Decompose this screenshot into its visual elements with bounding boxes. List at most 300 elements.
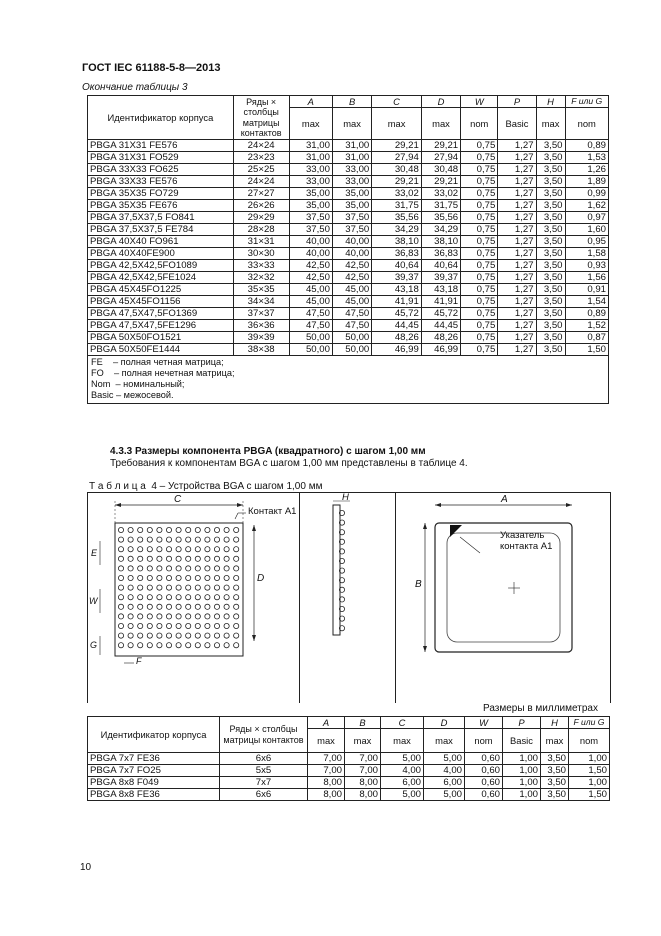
table-notes bbox=[88, 356, 609, 404]
table-row bbox=[88, 188, 609, 200]
solder-ball bbox=[205, 566, 210, 571]
solder-ball bbox=[128, 623, 133, 628]
cell-package-id: PBGA 8x8 FE36 bbox=[88, 789, 220, 801]
table-3-body bbox=[88, 140, 609, 356]
solder-ball bbox=[138, 585, 143, 590]
solder-ball bbox=[176, 633, 181, 638]
solder-ball bbox=[214, 527, 219, 532]
table-cell: 0,75 bbox=[461, 332, 498, 344]
table-cell: 37,50 bbox=[289, 224, 332, 236]
dim-label-e: E bbox=[91, 548, 98, 558]
sub-header: nom bbox=[565, 108, 608, 140]
solder-ball bbox=[234, 643, 239, 648]
table-cell: 0,60 bbox=[465, 753, 503, 765]
table-cell: 26×26 bbox=[233, 200, 289, 212]
table-cell: 1,26 bbox=[565, 164, 608, 176]
table-cell: 35,56 bbox=[421, 212, 460, 224]
table-cell: 7,00 bbox=[345, 753, 381, 765]
table-cell: 0,75 bbox=[461, 308, 498, 320]
solder-ball bbox=[224, 643, 229, 648]
table-cell: 35,00 bbox=[332, 200, 371, 212]
table-row bbox=[88, 176, 609, 188]
table-cell: 1,50 bbox=[565, 344, 608, 356]
table-cell: 31,00 bbox=[332, 152, 371, 164]
ball-grid bbox=[118, 527, 238, 647]
table-cell: 40,00 bbox=[332, 248, 371, 260]
table-row bbox=[88, 224, 609, 236]
table-cell: 8,00 bbox=[308, 789, 345, 801]
cell-package-id: PBGA 7x7 FO25 bbox=[88, 765, 220, 777]
table-cell: 1,27 bbox=[498, 236, 536, 248]
table-cell: 38,10 bbox=[421, 236, 460, 248]
sub-header: max bbox=[381, 729, 424, 753]
solder-ball bbox=[157, 595, 162, 600]
col-header-h: H bbox=[536, 96, 565, 108]
sub-header: max bbox=[372, 108, 422, 140]
section-heading: 4.3.3 Размеры компонента PBGA (квадратного) с шагом 1,00 мм bbox=[110, 446, 426, 457]
solder-ball bbox=[176, 643, 181, 648]
solder-ball bbox=[157, 547, 162, 552]
table-cell: 24×24 bbox=[233, 176, 289, 188]
cell-package-id: PBGA 42,5X42,5FE1024 bbox=[88, 272, 234, 284]
table-cell: 3,50 bbox=[536, 332, 565, 344]
table-cell: 3,50 bbox=[536, 284, 565, 296]
note-nom: Nom – номинальный; bbox=[91, 379, 185, 389]
table-cell: 50,00 bbox=[289, 332, 332, 344]
solder-ball bbox=[224, 566, 229, 571]
solder-ball bbox=[214, 566, 219, 571]
contact-a1-label: Контакт A1 bbox=[248, 506, 297, 517]
solder-ball bbox=[186, 623, 191, 628]
table-cell: 6x6 bbox=[220, 753, 308, 765]
solder-ball bbox=[128, 527, 133, 532]
col-header-p: P bbox=[498, 96, 536, 108]
solder-ball bbox=[224, 623, 229, 628]
table-cell: 45,72 bbox=[421, 308, 460, 320]
table-cell: 30,48 bbox=[421, 164, 460, 176]
dim-label-d: D bbox=[257, 573, 265, 584]
table-cell: 42,50 bbox=[332, 272, 371, 284]
solder-ball bbox=[157, 566, 162, 571]
table-cell: 1,27 bbox=[498, 320, 536, 332]
pointer-label-line2: контакта A1 bbox=[500, 541, 553, 552]
sub-header: max bbox=[332, 108, 371, 140]
solder-ball bbox=[166, 614, 171, 619]
solder-ball bbox=[224, 585, 229, 590]
solder-ball bbox=[205, 623, 210, 628]
table-cell: 1,00 bbox=[503, 789, 541, 801]
table-cell: 3,50 bbox=[536, 152, 565, 164]
table-row bbox=[88, 284, 609, 296]
solder-ball bbox=[205, 556, 210, 561]
table-cell: 37,50 bbox=[332, 224, 371, 236]
table-cell: 40,00 bbox=[289, 236, 332, 248]
table-cell: 3,50 bbox=[541, 789, 569, 801]
table-3 bbox=[87, 95, 609, 404]
solder-ball bbox=[224, 556, 229, 561]
solder-ball bbox=[138, 623, 143, 628]
cell-package-id: PBGA 50X50FE1444 bbox=[88, 344, 234, 356]
solder-ball bbox=[214, 633, 219, 638]
table-cell: 1,00 bbox=[569, 777, 610, 789]
solder-ball bbox=[186, 566, 191, 571]
table-cell: 1,50 bbox=[569, 789, 610, 801]
cell-package-id: PBGA 40X40 FO961 bbox=[88, 236, 234, 248]
page-number: 10 bbox=[80, 862, 92, 873]
table-cell: 47,50 bbox=[332, 320, 371, 332]
table-cell: 1,58 bbox=[565, 248, 608, 260]
solder-ball bbox=[224, 527, 229, 532]
solder-ball bbox=[157, 537, 162, 542]
table-cell: 0,75 bbox=[461, 212, 498, 224]
note-fe: FE – полная четная матрица; bbox=[91, 357, 224, 367]
solder-ball bbox=[186, 575, 191, 580]
col-header-a: A bbox=[308, 717, 345, 729]
table-cell: 0,89 bbox=[565, 140, 608, 152]
sub-header: max bbox=[289, 108, 332, 140]
table-cell: 46,99 bbox=[421, 344, 460, 356]
table-cell: 4,00 bbox=[381, 765, 424, 777]
table-cell: 0,75 bbox=[461, 296, 498, 308]
solder-ball bbox=[186, 556, 191, 561]
solder-ball bbox=[118, 595, 123, 600]
table-cell: 33,02 bbox=[421, 188, 460, 200]
table-cell: 29,21 bbox=[421, 176, 460, 188]
table-cell: 38,10 bbox=[372, 236, 422, 248]
table-cell: 37×37 bbox=[233, 308, 289, 320]
table-cell: 3,50 bbox=[536, 248, 565, 260]
table-cell: 1,27 bbox=[498, 188, 536, 200]
solder-ball bbox=[176, 623, 181, 628]
solder-ball bbox=[214, 604, 219, 609]
solder-ball bbox=[147, 575, 152, 580]
table-cell: 35,00 bbox=[332, 188, 371, 200]
table-cell: 24×24 bbox=[233, 140, 289, 152]
solder-ball bbox=[224, 575, 229, 580]
solder-ball bbox=[138, 556, 143, 561]
solder-ball bbox=[214, 556, 219, 561]
table-cell: 3,50 bbox=[536, 164, 565, 176]
table-cell: 3,50 bbox=[536, 236, 565, 248]
table-cell: 36,83 bbox=[372, 248, 422, 260]
table-cell: 33,00 bbox=[289, 176, 332, 188]
table-cell: 3,50 bbox=[536, 224, 565, 236]
table-cell: 1,00 bbox=[503, 753, 541, 765]
solder-ball bbox=[205, 585, 210, 590]
table-cell: 4,00 bbox=[424, 765, 465, 777]
solder-ball bbox=[186, 595, 191, 600]
table-cell: 3,50 bbox=[536, 188, 565, 200]
table-cell: 44,45 bbox=[421, 320, 460, 332]
table-cell: 0,99 bbox=[565, 188, 608, 200]
table-cell: 3,50 bbox=[536, 212, 565, 224]
table-continuation-caption: Окончание таблицы 3 bbox=[82, 82, 188, 93]
solder-ball bbox=[147, 643, 152, 648]
table-cell: 3,50 bbox=[536, 308, 565, 320]
table-cell: 1,56 bbox=[565, 272, 608, 284]
col-header-rows-cols: Ряды × столбцы матрицы контактов bbox=[220, 717, 308, 753]
solder-ball bbox=[186, 537, 191, 542]
solder-ball bbox=[166, 643, 171, 648]
cell-package-id: PBGA 37,5X37,5 FE784 bbox=[88, 224, 234, 236]
solder-ball bbox=[195, 604, 200, 609]
table-cell: 42,50 bbox=[289, 272, 332, 284]
solder-ball bbox=[234, 604, 239, 609]
solder-ball bbox=[147, 633, 152, 638]
table-cell: 45,00 bbox=[332, 296, 371, 308]
solder-ball bbox=[234, 623, 239, 628]
table-cell: 7x7 bbox=[220, 777, 308, 789]
table-cell: 1,27 bbox=[498, 176, 536, 188]
table-cell: 36,83 bbox=[421, 248, 460, 260]
units-note: Размеры в миллиметрах bbox=[483, 703, 598, 714]
solder-ball bbox=[234, 575, 239, 580]
table-cell: 0,75 bbox=[461, 344, 498, 356]
solder-ball bbox=[166, 585, 171, 590]
document-header: ГОСТ IEC 61188-5-8—2013 bbox=[82, 62, 221, 74]
col-header-f-g: F или G bbox=[569, 717, 610, 729]
table-cell: 0,75 bbox=[461, 176, 498, 188]
table-row bbox=[88, 332, 609, 344]
solder-ball bbox=[157, 623, 162, 628]
solder-ball bbox=[214, 585, 219, 590]
table-cell: 1,52 bbox=[565, 320, 608, 332]
table-row bbox=[88, 248, 609, 260]
solder-ball bbox=[224, 614, 229, 619]
table-cell: 0,75 bbox=[461, 152, 498, 164]
table-row bbox=[88, 789, 610, 801]
table-cell: 0,89 bbox=[565, 308, 608, 320]
solder-ball bbox=[118, 566, 123, 571]
solder-ball bbox=[186, 527, 191, 532]
pointer-label-line1: Указатель bbox=[500, 530, 545, 541]
table-cell: 39×39 bbox=[233, 332, 289, 344]
table-cell: 8,00 bbox=[345, 777, 381, 789]
dim-label-c: C bbox=[174, 494, 182, 505]
solder-ball bbox=[195, 595, 200, 600]
solder-ball bbox=[147, 566, 152, 571]
table-cell: 1,27 bbox=[498, 284, 536, 296]
table-cell: 39,37 bbox=[372, 272, 422, 284]
solder-ball bbox=[205, 633, 210, 638]
solder-ball bbox=[214, 614, 219, 619]
solder-ball bbox=[157, 575, 162, 580]
solder-ball bbox=[176, 575, 181, 580]
solder-ball bbox=[118, 575, 123, 580]
sub-header: max bbox=[308, 729, 345, 753]
solder-ball bbox=[118, 537, 123, 542]
table-cell: 40,64 bbox=[372, 260, 422, 272]
table-cell: 43,18 bbox=[421, 284, 460, 296]
col-header-h: H bbox=[541, 717, 569, 729]
table-cell: 31,75 bbox=[372, 200, 422, 212]
solder-ball bbox=[138, 643, 143, 648]
table-cell: 3,50 bbox=[536, 176, 565, 188]
table-cell: 45,00 bbox=[289, 284, 332, 296]
col-header-id: Идентификатор корпуса bbox=[88, 96, 234, 140]
table-cell: 1,27 bbox=[498, 140, 536, 152]
table-cell: 7,00 bbox=[345, 765, 381, 777]
table-cell: 6x6 bbox=[220, 789, 308, 801]
solder-ball bbox=[118, 623, 123, 628]
cell-package-id: PBGA 45X45FO1156 bbox=[88, 296, 234, 308]
solder-ball bbox=[224, 595, 229, 600]
table-cell: 8,00 bbox=[345, 789, 381, 801]
cell-package-id: PBGA 8x8 F049 bbox=[88, 777, 220, 789]
table-row bbox=[88, 212, 609, 224]
table-cell: 3,50 bbox=[536, 140, 565, 152]
table-cell: 30,48 bbox=[372, 164, 422, 176]
solder-ball bbox=[147, 527, 152, 532]
solder-ball bbox=[176, 537, 181, 542]
table-cell: 31,00 bbox=[289, 152, 332, 164]
dim-label-w: W bbox=[89, 596, 98, 606]
sub-header: nom bbox=[461, 108, 498, 140]
table-cell: 0,75 bbox=[461, 200, 498, 212]
solder-ball bbox=[214, 623, 219, 628]
pin-a1-marker bbox=[450, 525, 462, 537]
solder-ball bbox=[138, 547, 143, 552]
solder-ball bbox=[157, 643, 162, 648]
solder-ball bbox=[128, 566, 133, 571]
solder-ball bbox=[214, 547, 219, 552]
table-cell: 46,99 bbox=[372, 344, 422, 356]
sub-header: max bbox=[424, 729, 465, 753]
table-cell: 31×31 bbox=[233, 236, 289, 248]
table-cell: 41,91 bbox=[421, 296, 460, 308]
solder-ball bbox=[128, 537, 133, 542]
solder-ball bbox=[128, 643, 133, 648]
col-header-f-g: F или G bbox=[565, 96, 608, 108]
table-cell: 33×33 bbox=[233, 260, 289, 272]
col-header-p: P bbox=[503, 717, 541, 729]
table-cell: 3,50 bbox=[541, 765, 569, 777]
solder-ball bbox=[166, 623, 171, 628]
solder-ball bbox=[138, 537, 143, 542]
solder-ball bbox=[138, 614, 143, 619]
table-cell: 35,56 bbox=[372, 212, 422, 224]
table-cell: 1,89 bbox=[565, 176, 608, 188]
table-cell: 33,00 bbox=[332, 176, 371, 188]
dim-label-g: G bbox=[90, 640, 98, 650]
solder-ball bbox=[176, 556, 181, 561]
pointer-label bbox=[500, 530, 552, 552]
solder-ball bbox=[176, 585, 181, 590]
cell-package-id: PBGA 47,5X47,5FO1369 bbox=[88, 308, 234, 320]
solder-ball bbox=[234, 595, 239, 600]
sub-header: max bbox=[536, 108, 565, 140]
table-cell: 7,00 bbox=[308, 765, 345, 777]
table-cell: 27,94 bbox=[372, 152, 422, 164]
table-cell: 50,00 bbox=[289, 344, 332, 356]
table-cell: 0,75 bbox=[461, 248, 498, 260]
solder-ball bbox=[234, 547, 239, 552]
table-cell: 0,60 bbox=[465, 777, 503, 789]
table-cell: 43,18 bbox=[372, 284, 422, 296]
table-cell: 0,75 bbox=[461, 260, 498, 272]
col-header-id: Идентификатор корпуса bbox=[88, 717, 220, 753]
table-cell: 48,26 bbox=[421, 332, 460, 344]
table-cell: 1,27 bbox=[498, 344, 536, 356]
table-cell: 1,00 bbox=[569, 753, 610, 765]
solder-ball bbox=[224, 633, 229, 638]
table-row bbox=[88, 765, 610, 777]
solder-ball bbox=[128, 595, 133, 600]
table-cell: 34,29 bbox=[372, 224, 422, 236]
solder-ball bbox=[138, 527, 143, 532]
table-cell: 5,00 bbox=[381, 753, 424, 765]
table-cell: 0,75 bbox=[461, 320, 498, 332]
col-header-c: C bbox=[372, 96, 422, 108]
table-cell: 48,26 bbox=[372, 332, 422, 344]
table-cell: 1,27 bbox=[498, 260, 536, 272]
solder-ball bbox=[157, 556, 162, 561]
solder-ball bbox=[118, 527, 123, 532]
table-cell: 1,27 bbox=[498, 152, 536, 164]
table-cell: 28×28 bbox=[233, 224, 289, 236]
solder-ball bbox=[205, 527, 210, 532]
solder-ball bbox=[138, 575, 143, 580]
solder-ball bbox=[118, 643, 123, 648]
table-cell: 30×30 bbox=[233, 248, 289, 260]
table-cell: 3,50 bbox=[536, 296, 565, 308]
table-cell: 0,75 bbox=[461, 272, 498, 284]
table-cell: 27,94 bbox=[421, 152, 460, 164]
dim-label-a: A bbox=[501, 494, 508, 505]
solder-ball bbox=[157, 585, 162, 590]
cell-package-id: PBGA 35X35 FO729 bbox=[88, 188, 234, 200]
solder-ball bbox=[205, 643, 210, 648]
dim-label-f: F bbox=[136, 656, 142, 666]
sub-header: max bbox=[421, 108, 460, 140]
bga-figure bbox=[87, 492, 611, 703]
solder-ball bbox=[166, 547, 171, 552]
table-cell: 33,02 bbox=[372, 188, 422, 200]
solder-ball bbox=[138, 633, 143, 638]
table-cell: 0,95 bbox=[565, 236, 608, 248]
solder-ball bbox=[176, 595, 181, 600]
table-cell: 42,50 bbox=[332, 260, 371, 272]
solder-ball bbox=[128, 575, 133, 580]
solder-ball bbox=[138, 595, 143, 600]
table-row bbox=[88, 260, 609, 272]
solder-ball bbox=[147, 623, 152, 628]
solder-ball bbox=[205, 604, 210, 609]
table-cell: 33,00 bbox=[332, 164, 371, 176]
solder-ball bbox=[128, 556, 133, 561]
solder-ball bbox=[186, 614, 191, 619]
table-cell: 1,54 bbox=[565, 296, 608, 308]
cell-package-id: PBGA 35X35 FE676 bbox=[88, 200, 234, 212]
table-cell: 1,50 bbox=[569, 765, 610, 777]
table-cell: 41,91 bbox=[372, 296, 422, 308]
table-cell: 1,27 bbox=[498, 332, 536, 344]
table-cell: 45,72 bbox=[372, 308, 422, 320]
table-row bbox=[88, 320, 609, 332]
table-cell: 1,53 bbox=[565, 152, 608, 164]
solder-ball bbox=[234, 614, 239, 619]
solder-ball bbox=[176, 547, 181, 552]
solder-ball bbox=[128, 604, 133, 609]
cell-package-id: PBGA 31X31 FE576 bbox=[88, 140, 234, 152]
solder-ball bbox=[214, 595, 219, 600]
sub-header: Basic bbox=[503, 729, 541, 753]
solder-ball bbox=[147, 537, 152, 542]
solder-ball bbox=[138, 604, 143, 609]
solder-ball bbox=[166, 537, 171, 542]
table-cell: 38×38 bbox=[233, 344, 289, 356]
solder-ball bbox=[166, 604, 171, 609]
